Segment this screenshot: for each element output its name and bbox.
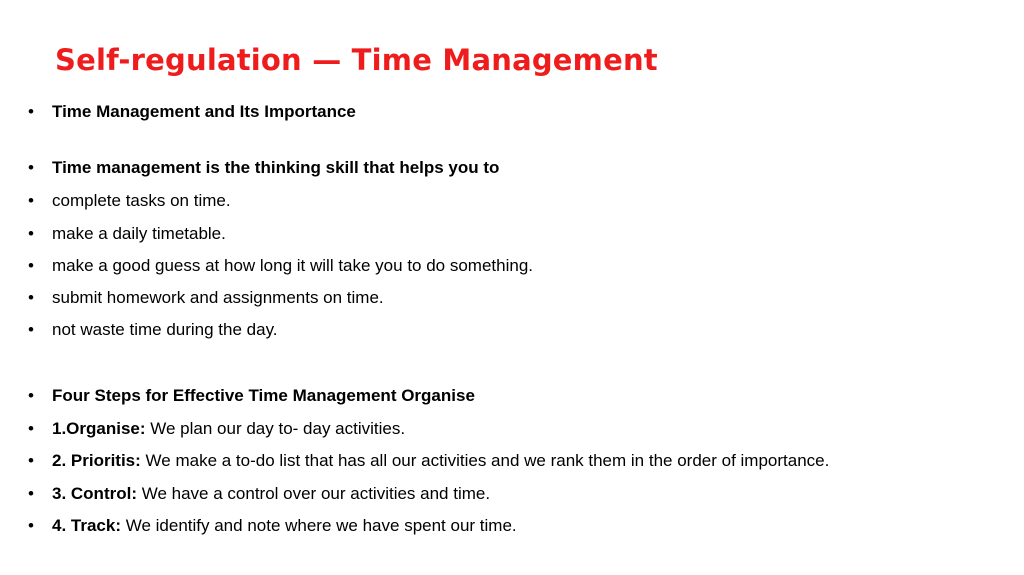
bullet-dot-icon: • xyxy=(28,158,34,177)
bullet-text: We plan our day to- day activities. xyxy=(145,419,406,438)
bullet-lead: 1.Organise: xyxy=(52,419,146,438)
bullet-text: We have a control over our activities and time. xyxy=(137,484,491,503)
bullet-item xyxy=(28,481,490,507)
bullet-dot-icon: • xyxy=(28,451,34,470)
bullet-dot-icon: • xyxy=(28,484,34,503)
bullet-lead: 3. Control: xyxy=(52,484,137,503)
bullet-item xyxy=(28,317,278,343)
bullet-lead: 2. Prioritis: xyxy=(52,451,141,470)
bullet-item xyxy=(28,513,517,539)
bullet-item xyxy=(28,253,533,279)
bullet-dot-icon: • xyxy=(28,288,34,307)
bullet-text: Time Management and Its Importance xyxy=(52,102,356,121)
bullet-lead: 4. Track: xyxy=(52,516,121,535)
bullet-dot-icon: • xyxy=(28,386,34,405)
bullet-dot-icon: • xyxy=(28,102,34,121)
bullet-text: make a daily timetable. xyxy=(52,224,226,243)
bullet-item xyxy=(28,416,405,442)
bullet-text: submit homework and assignments on time. xyxy=(52,288,384,307)
bullet-text: Four Steps for Effective Time Management Organise xyxy=(52,386,475,405)
bullet-dot-icon: • xyxy=(28,256,34,275)
bullet-text: We identify and note where we have spent our time. xyxy=(121,516,517,535)
bullet-item xyxy=(28,155,499,181)
bullet-text: We make a to-do list that has all our activities and we rank them in the order of importance. xyxy=(140,451,830,470)
bullet-item xyxy=(28,285,384,311)
bullet-dot-icon: • xyxy=(28,224,34,243)
bullet-item xyxy=(28,188,231,214)
bullet-item xyxy=(28,383,475,409)
bullet-dot-icon: • xyxy=(28,320,34,339)
bullet-dot-icon: • xyxy=(28,419,34,438)
bullet-text: complete tasks on time. xyxy=(52,191,231,210)
bullet-text: not waste time during the day. xyxy=(52,320,278,339)
bullet-item xyxy=(28,448,829,474)
bullet-dot-icon: • xyxy=(28,516,34,535)
bullet-text: make a good guess at how long it will take you to do something. xyxy=(52,256,534,275)
slide-title: Self-regulation — Time Management xyxy=(55,43,658,77)
bullet-dot-icon: • xyxy=(28,191,34,210)
bullet-text: Time management is the thinking skill that helps you to xyxy=(52,158,500,177)
bullet-item xyxy=(28,99,356,125)
bullet-item xyxy=(28,221,226,247)
